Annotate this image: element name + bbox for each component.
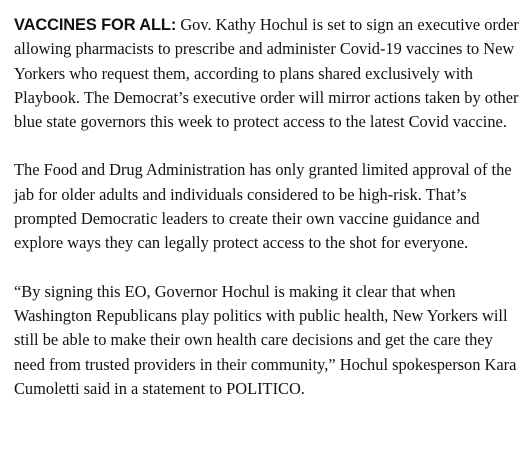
article-paragraph-1 xyxy=(14,13,520,134)
paragraph-1-text: Gov. Kathy Hochul is set to sign an executive order allowing pharmacists to prescribe and administer Covid-19 vaccines to New Yorkers who request them, according to plans shared exclusively with Playbook. The Democrat’s executive order will mirror actions taken by other blue state governors this week to protect access to the latest Covid vaccine. xyxy=(14,15,519,132)
section-kicker: VACCINES FOR ALL: xyxy=(14,16,177,34)
article-paragraph-2: The Food and Drug Administration has only granted limited approval of the jab for older adults and individuals considered to be high-risk. That’s prompted Democratic leaders to create their own vaccine guidance and explore ways they can legally protect access to the shot for everyone. xyxy=(14,160,512,253)
article-body xyxy=(14,13,520,425)
article-paragraph-3: “By signing this EO, Governor Hochul is making it clear that when Washington Republicans play politics with public health, New Yorkers will still be able to make their own health care decisions and get the care they need from trusted providers in their community,” Hochul spokesperson Kara Cumoletti said in a statement to POLITICO. xyxy=(14,281,517,398)
